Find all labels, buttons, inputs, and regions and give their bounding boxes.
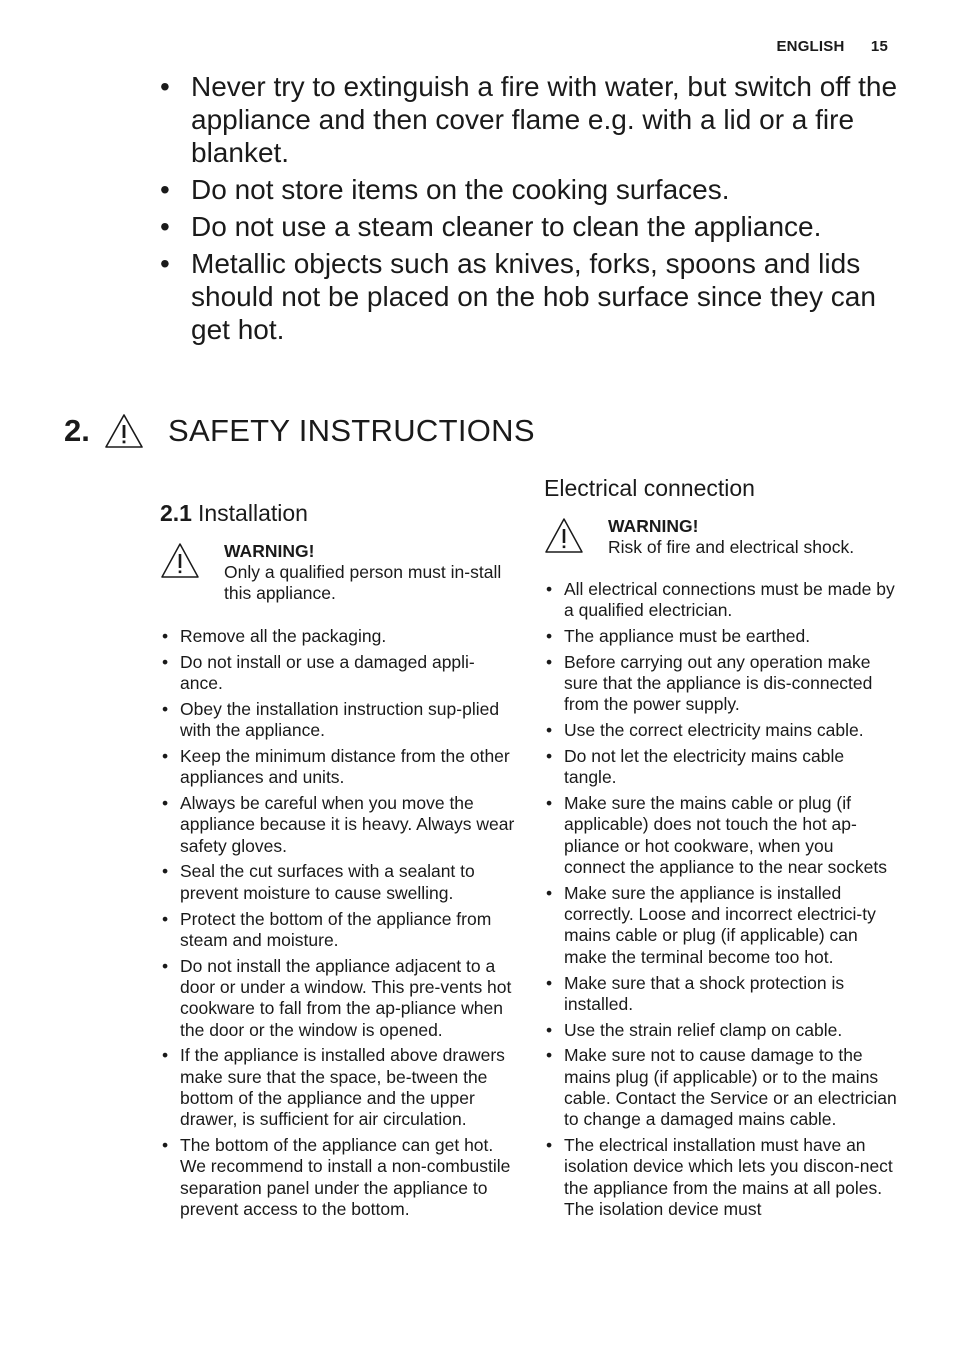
list-item: • All electrical connections must be made by a qualified electrician. bbox=[544, 579, 899, 622]
language-label: ENGLISH bbox=[776, 38, 845, 55]
list-item: • Never try to extinguish a fire with water, but switch off the appliance and then cover flame e.g. with a lid or a fire blanket. bbox=[160, 70, 900, 169]
warning-title: WARNING! bbox=[608, 516, 699, 536]
page-header bbox=[776, 38, 888, 55]
section-heading bbox=[64, 406, 535, 456]
list-item: • The bottom of the appliance can get hot. We recommend to install a non-combustile separation panel under the appliance to prevent access to the bottom. bbox=[160, 1135, 515, 1220]
list-item: • If the appliance is installed above drawers make sure that the space, be-tween the bottom of the appliance and the upper drawer, is sufficient for air circulation. bbox=[160, 1045, 515, 1130]
warning-triangle-icon bbox=[104, 413, 144, 449]
section-title: SAFETY INSTRUCTIONS bbox=[168, 413, 535, 448]
warning-title: WARNING! bbox=[224, 541, 315, 561]
list-item: • Always be careful when you move the appliance because it is heavy. Always wear safety gloves. bbox=[160, 793, 515, 857]
list-item: • The appliance must be earthed. bbox=[544, 626, 899, 647]
list-item: • Before carrying out any operation make sure that the appliance is dis-connected from the power supply. bbox=[544, 652, 899, 716]
electrical-heading: Electrical connection bbox=[544, 475, 755, 501]
list-item: • Make sure the mains cable or plug (if applicable) does not touch the hot ap-pliance or hot cookware, when you connect the appliance to the near sockets bbox=[544, 793, 899, 878]
list-item: • Remove all the packaging. bbox=[160, 626, 515, 647]
intro-list bbox=[160, 70, 900, 350]
list-item: • Make sure that a shock protection is installed. bbox=[544, 973, 899, 1016]
warning-text: Risk of fire and electrical shock. bbox=[608, 537, 855, 557]
list-item: • Use the strain relief clamp on cable. bbox=[544, 1020, 899, 1041]
list-item: • Do not use a steam cleaner to clean the appliance. bbox=[160, 210, 900, 243]
list-item: • Do not store items on the cooking surfaces. bbox=[160, 173, 900, 206]
warning-triangle-icon bbox=[544, 516, 584, 554]
list-item: • Do not install the appliance adjacent to a door or under a window. This pre-vents hot cookware to fall from the ap-pliance when the door or the window is opened. bbox=[160, 956, 515, 1041]
list-item: • Seal the cut surfaces with a sealant to prevent moisture to cause swelling. bbox=[160, 861, 515, 904]
electrical-list bbox=[544, 579, 899, 1225]
list-item: • Keep the minimum distance from the other appliances and units. bbox=[160, 746, 515, 789]
installation-heading bbox=[160, 500, 308, 527]
installation-warning bbox=[160, 541, 505, 604]
installation-list bbox=[160, 626, 515, 1225]
subsection-title: Installation bbox=[197, 500, 308, 526]
list-item: • Do not let the electricity mains cable tangle. bbox=[544, 746, 899, 789]
warning-triangle-icon bbox=[160, 541, 200, 579]
list-item: • The electrical installation must have an isolation device which lets you discon-nect the appliance from the mains at all poles. The isolation device must bbox=[544, 1135, 899, 1220]
page-number: 15 bbox=[870, 38, 888, 55]
warning-text: Only a qualified person must in-stall this appliance. bbox=[224, 562, 502, 603]
list-item: • Make sure the appliance is installed correctly. Loose and incorrect electrici-ty mains cable or plug (if applicable) can make the terminal become too hot. bbox=[544, 883, 899, 968]
subsection-number: 2.1 bbox=[160, 500, 192, 526]
list-item: • Obey the installation instruction sup-plied with the appliance. bbox=[160, 699, 515, 742]
list-item: • Make sure not to cause damage to the mains plug (if applicable) or to the mains cable. Contact the Service or an electrician to change a damaged mains cable. bbox=[544, 1045, 899, 1130]
electrical-warning bbox=[544, 516, 899, 558]
list-item: • Metallic objects such as knives, forks, spoons and lids should not be placed on the hob surface since they can get hot. bbox=[160, 247, 900, 346]
section-number: 2. bbox=[64, 413, 90, 448]
list-item: • Protect the bottom of the appliance from steam and moisture. bbox=[160, 909, 515, 952]
list-item: • Use the correct electricity mains cable. bbox=[544, 720, 899, 741]
list-item: • Do not install or use a damaged appli-ance. bbox=[160, 652, 515, 695]
